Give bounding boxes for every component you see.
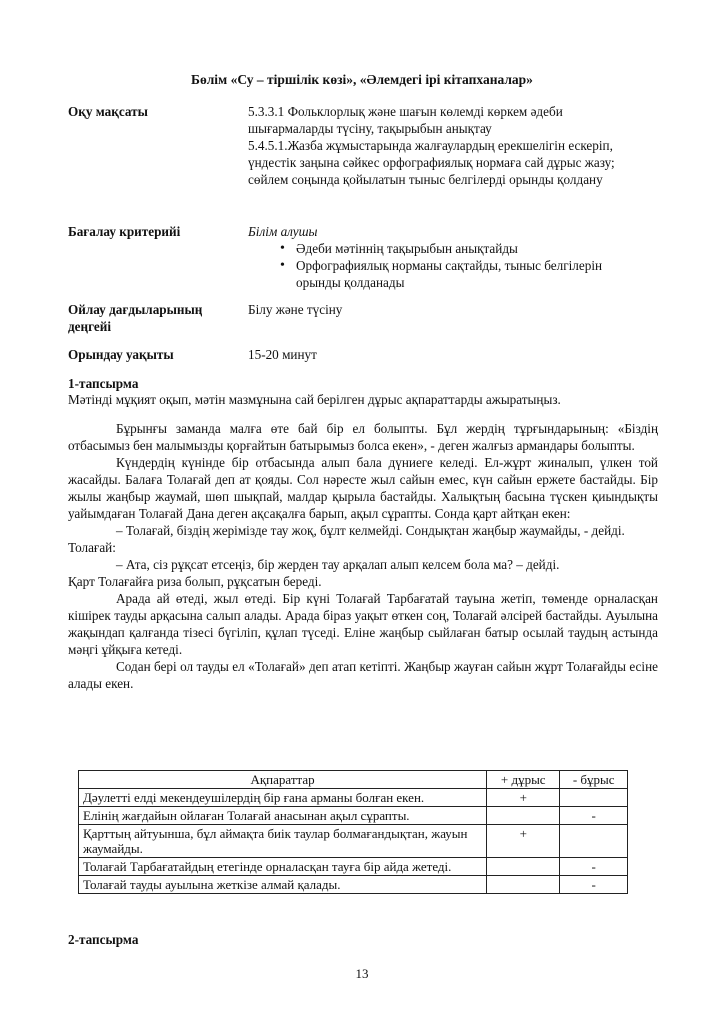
story-text bbox=[68, 420, 658, 692]
criteria-item: • Орфографиялық норманы сақтайды, тыныс белгілерін орынды қолданады bbox=[296, 257, 648, 291]
thinking-value: Білу және түсіну bbox=[248, 302, 343, 317]
table-row bbox=[79, 876, 628, 894]
table-cell-minus bbox=[560, 789, 628, 807]
table-cell-text: Толағай Тарбағатайдың етегінде орналасқан тауға бір айда жетеді. bbox=[79, 858, 487, 876]
criteria-label: Бағалау критерийі bbox=[68, 224, 181, 239]
criteria-list bbox=[248, 240, 648, 291]
table-cell-plus: + bbox=[487, 789, 560, 807]
task1-title: 1-тапсырма bbox=[68, 376, 139, 391]
story-paragraph: Бұрынғы заманда малға өте бай бір ел болыпты. Бұл жердің тұрғындарының: «Біздің отбасымыз бен малымызды қорғайтын батырымыз болса екен», - деген жалғыз армандары болыпты. bbox=[68, 421, 658, 453]
table-cell-minus: - bbox=[560, 858, 628, 876]
table-cell-minus: - bbox=[560, 876, 628, 894]
table-row bbox=[79, 858, 628, 876]
table-cell-text: Қарттың айтуынша, бұл аймақта биік таулар болмағандықтан, жауын жаумайды. bbox=[79, 825, 487, 858]
table-cell-plus bbox=[487, 807, 560, 825]
task2-title: 2-тапсырма bbox=[68, 932, 139, 947]
story-paragraph: Содан бері ол тауды ел «Толағай» деп атап кетіпті. Жаңбыр жауған сайын жұрт Толағайды есіне алады екен. bbox=[68, 659, 658, 691]
info-table bbox=[78, 770, 628, 894]
story-paragraph: Толағай: bbox=[68, 540, 116, 555]
table-cell-plus bbox=[487, 876, 560, 894]
table-cell-minus bbox=[560, 825, 628, 858]
time-label: Орындау уақыты bbox=[68, 347, 174, 362]
table-cell-plus bbox=[487, 858, 560, 876]
criteria-intro: Білім алушы bbox=[248, 224, 318, 239]
criteria-value bbox=[248, 223, 648, 291]
time-value: 15-20 минут bbox=[248, 347, 317, 362]
story-paragraph: Арада ай өтеді, жыл өтеді. Бір күні Толағай Тарбағатай тауына жетіп, төменде орналасқан кішірек тауды арқасына салып алады. Арада біраз уақыт өткен соң, Толағай әлсірей бастайды. Ауылына жақындап қалғанда тізесі бүгіліп, құлап түседі. Еліне жаңбыр сыйлаған батыр осылай таудың астында мәңгі ұйқыға кетеді. bbox=[68, 591, 658, 657]
story-paragraph: – Ата, сіз рұқсат етсеңіз, бір жерден тау арқалап алып келсем бола ма? – дейді. bbox=[116, 557, 560, 572]
story-paragraph: Қарт Толағайға риза болып, рұқсатын береді. bbox=[68, 574, 322, 589]
criteria-item: • Әдеби мәтіннің тақырыбын анықтайды bbox=[296, 240, 648, 257]
table-header: Ақпараттар bbox=[79, 771, 487, 789]
table-row bbox=[79, 807, 628, 825]
table-cell-text: Толағай тауды ауылына жеткізе алмай қалады. bbox=[79, 876, 487, 894]
objectives-value bbox=[248, 103, 648, 188]
story-paragraph: Күндердің күнінде бір отбасында алып бала дүниеге келеді. Ел-жұрт жиналып, үлкен той жасайды. Балаға Толағай деп ат қояды. Сол нәресте жыл сайын емес, күн сайын ержете бастайды. Бір жылы жаңбыр жаумай, шөп шықпай, малдар қырыла бастайды. Халықтың басына түскен қиындықты уайымдаған Толағай Дана деген ақсақалға барып, ақыл сұрапты. Сонда қарт айтқан екен: bbox=[68, 455, 658, 521]
page-number: 13 bbox=[355, 966, 369, 981]
table-row bbox=[79, 825, 628, 858]
table-cell-plus: + bbox=[487, 825, 560, 858]
table-cell-text: Елінің жағдайын ойлаған Толағай анасынан ақыл сұрапты. bbox=[79, 807, 487, 825]
table-header: - бұрыс bbox=[560, 771, 628, 789]
table-header: + дұрыс bbox=[487, 771, 560, 789]
objectives-label: Оқу мақсаты bbox=[68, 104, 148, 119]
table-header-row bbox=[79, 771, 628, 789]
objective-2: 5.4.5.1.Жазба жұмыстарында жалғаулардың ерекшелігін ескеріп, үндестік заңына сәйкес орфографиялық нормаға сай дұрыс жазу; сөйлем соңында қойылатын тыныс белгілерді орынды қолдану bbox=[248, 138, 615, 187]
task1-instruction: Мәтінді мұқият оқып, мәтін мазмұнына сай берілген дұрыс ақпараттарды ажыратыңыз. bbox=[68, 392, 561, 407]
story-paragraph: – Толағай, біздің жерімізде тау жоқ, бұлт келмейді. Сондықтан жаңбыр жаумайды, - дейді. bbox=[116, 523, 625, 538]
table-cell-text: Дәулетті елді мекендеушілердің бір ғана арманы болған екен. bbox=[79, 789, 487, 807]
table-row bbox=[79, 789, 628, 807]
table-cell-minus: - bbox=[560, 807, 628, 825]
thinking-label: Ойлау дағдыларының деңгейі bbox=[68, 302, 203, 334]
objective-1: 5.3.3.1 Фольклорлық және шағын көлемді көркем әдеби шығармаларды түсіну, тақырыбын анықтау bbox=[248, 104, 563, 136]
section-title: Бөлім «Су – тіршілік көзі», «Әлемдегі ірі кітапханалар» bbox=[191, 72, 533, 87]
